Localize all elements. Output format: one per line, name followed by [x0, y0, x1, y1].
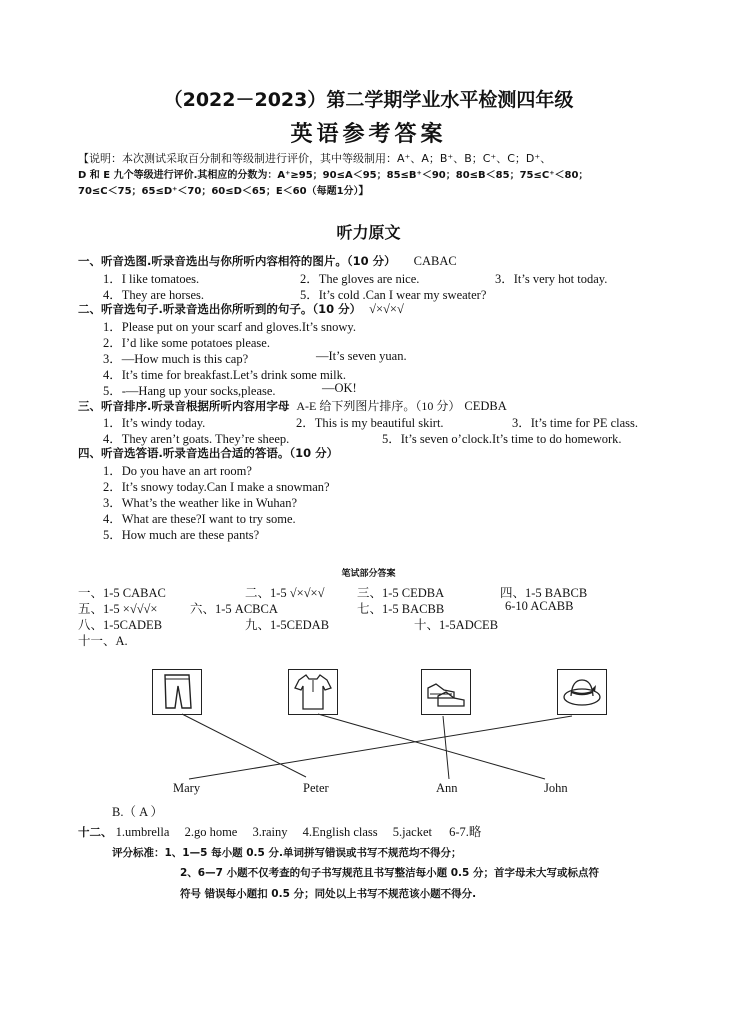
answer-7: 七、1-5 BACBB — [357, 602, 445, 616]
name-ann: Ann — [436, 781, 458, 795]
answer-12-item-2: 2.go home — [184, 825, 238, 839]
q2-item-3b: —It’s seven yuan. — [316, 349, 407, 363]
answer-1: 一、1-5 CABAC — [78, 586, 166, 600]
name-mary: Mary — [173, 781, 201, 795]
q2-item-5b: —OK! — [322, 381, 357, 395]
document-title: （2022－2023）第二学期学业水平检测四年级 — [163, 89, 574, 111]
q4-title: 四、听音选答语.听录音选出合适的答语。（10 分） — [78, 446, 339, 460]
answer-6: 六、1-5 ACBCA — [190, 602, 278, 616]
answer-12-item-5: 5.jacket — [392, 825, 432, 839]
q3-title: 三、听音排序.听录音根据所听内容用字母 A-E 给下列图片排序。（10 分） CEDBA — [78, 399, 507, 413]
q1-item-1: 1．I like tomatoes. — [103, 272, 200, 286]
score-rule-3: 符号 错误每小题扣 0.5 分；同处以上书写不规范该小题不得分. — [180, 888, 477, 900]
listening-title: 听力原文 — [336, 223, 401, 242]
q1-item-3: 3．It’s very hot today. — [495, 272, 608, 286]
line-shoes-ann — [443, 716, 449, 779]
answer-12-item-6: 6-7.略 — [449, 825, 482, 839]
q1-item-5: 5．It’s cold .Can I wear my sweater? — [300, 288, 487, 302]
q1-item-4: 4．They are horses. — [103, 288, 205, 302]
name-peter: Peter — [303, 781, 329, 795]
q4-item-1: 1．Do you have an art room? — [103, 464, 252, 478]
q2-item-4: 4．It’s time for breakfast.Let’s drink some milk. — [103, 368, 347, 382]
note-line-3: 70≤C＜75；65≤D⁺＜70；60≤D＜65；E＜60（每题1分）】 — [78, 186, 369, 197]
q2-item-2: 2．I’d like some potatoes please. — [103, 336, 270, 350]
q4-item-5: 5．How much are these pants? — [103, 528, 260, 542]
q4-item-2: 2．It’s snowy today.Can I make a snowman? — [103, 480, 330, 494]
q3-item-2: 2．This is my beautiful skirt. — [296, 416, 444, 430]
answer-2: 二、1-5 √×√×√ — [245, 586, 325, 600]
answer-4: 四、1-5 BABCB — [500, 586, 588, 600]
answer-8: 八、1-5CADEB — [78, 618, 163, 632]
q2-item-5a: 5．-—Hang up your socks,please. — [103, 384, 276, 398]
answer-11: 十一、A. — [78, 634, 128, 648]
answer-5: 五、1-5 ×√√√× — [78, 602, 158, 616]
q3-item-1: 1．It’s windy today. — [103, 416, 206, 430]
q2-title: 二、听音选句子.听录音选出你所听到的句子。（10 分） √×√×√ — [78, 302, 404, 316]
q1-item-2: 2．The gloves are nice. — [300, 272, 420, 286]
q4-item-4: 4．What are these?I want to try some. — [103, 512, 296, 526]
q2-item-3a: 3．—How much is this cap? — [103, 352, 249, 366]
q2-answer: √×√×√ — [369, 302, 404, 316]
q1-title: 一、听音选图.听录音选出与你所听内容相符的图片。（10 分） CABAC — [78, 254, 457, 268]
answer-3: 三、1-5 CEDBA — [357, 586, 445, 600]
q3-item-3: 3．It’s time for PE class. — [512, 416, 639, 430]
answer-12: 十二、 1.umbrella 2.go home 3.rainy 4.English class 5.jacket 6-7.略 — [78, 825, 482, 839]
q4-item-3: 3．What’s the weather like in Wuhan? — [103, 496, 297, 510]
answer-11-b: B.（ A ） — [112, 805, 164, 819]
note-line-2: D 和 E 九个等级进行评价.其相应的分数为：A⁺≥95；90≤A＜95；85≤B⁺＜90；80≤B＜85；75≤C⁺＜80； — [78, 170, 589, 181]
document-subtitle: 英语参考答案 — [290, 122, 447, 147]
answer-7b: 6-10 ACABB — [505, 599, 574, 613]
answer-12-item-3: 3.rainy — [252, 825, 288, 839]
q1-answer: CABAC — [413, 254, 457, 268]
answer-12-item-4: 4.English class — [302, 825, 378, 839]
line-pants-peter — [182, 714, 306, 777]
line-hat-mary — [189, 716, 572, 779]
name-john: John — [544, 781, 568, 795]
answers-heading: 笔试部分答案 — [341, 569, 396, 579]
note-line-1: 【说明：本次测试采取百分制和等级制进行评价，其中等级制用：A⁺、A；B⁺、B；C⁺、C；D⁺、 — [78, 152, 552, 165]
answer-10: 十、1-5ADCEB — [414, 618, 499, 632]
q2-item-1: 1．Please put on your scarf and gloves.It’s snowy. — [103, 320, 356, 334]
line-shirt-john — [318, 714, 545, 779]
q3-answer: CEDBA — [464, 399, 507, 413]
answer-9: 九、1-5CEDAB — [245, 618, 330, 632]
q3-item-5: 5．It’s seven o’clock.It’s time to do homework. — [382, 432, 622, 446]
q3-item-4: 4．They aren’t goats. They’re sheep. — [103, 432, 290, 446]
answer-12-item-1: 1.umbrella — [115, 825, 170, 839]
score-rule-2: 2、6—7 小题不仅考查的句子书写规范且书写整洁每小题 0.5 分；首字母未大写或标点符 — [180, 867, 599, 879]
score-rule-1: 评分标准：1、1—5 每小题 0.5 分.单词拼写错误或书写不规范均不得分； — [112, 847, 462, 859]
